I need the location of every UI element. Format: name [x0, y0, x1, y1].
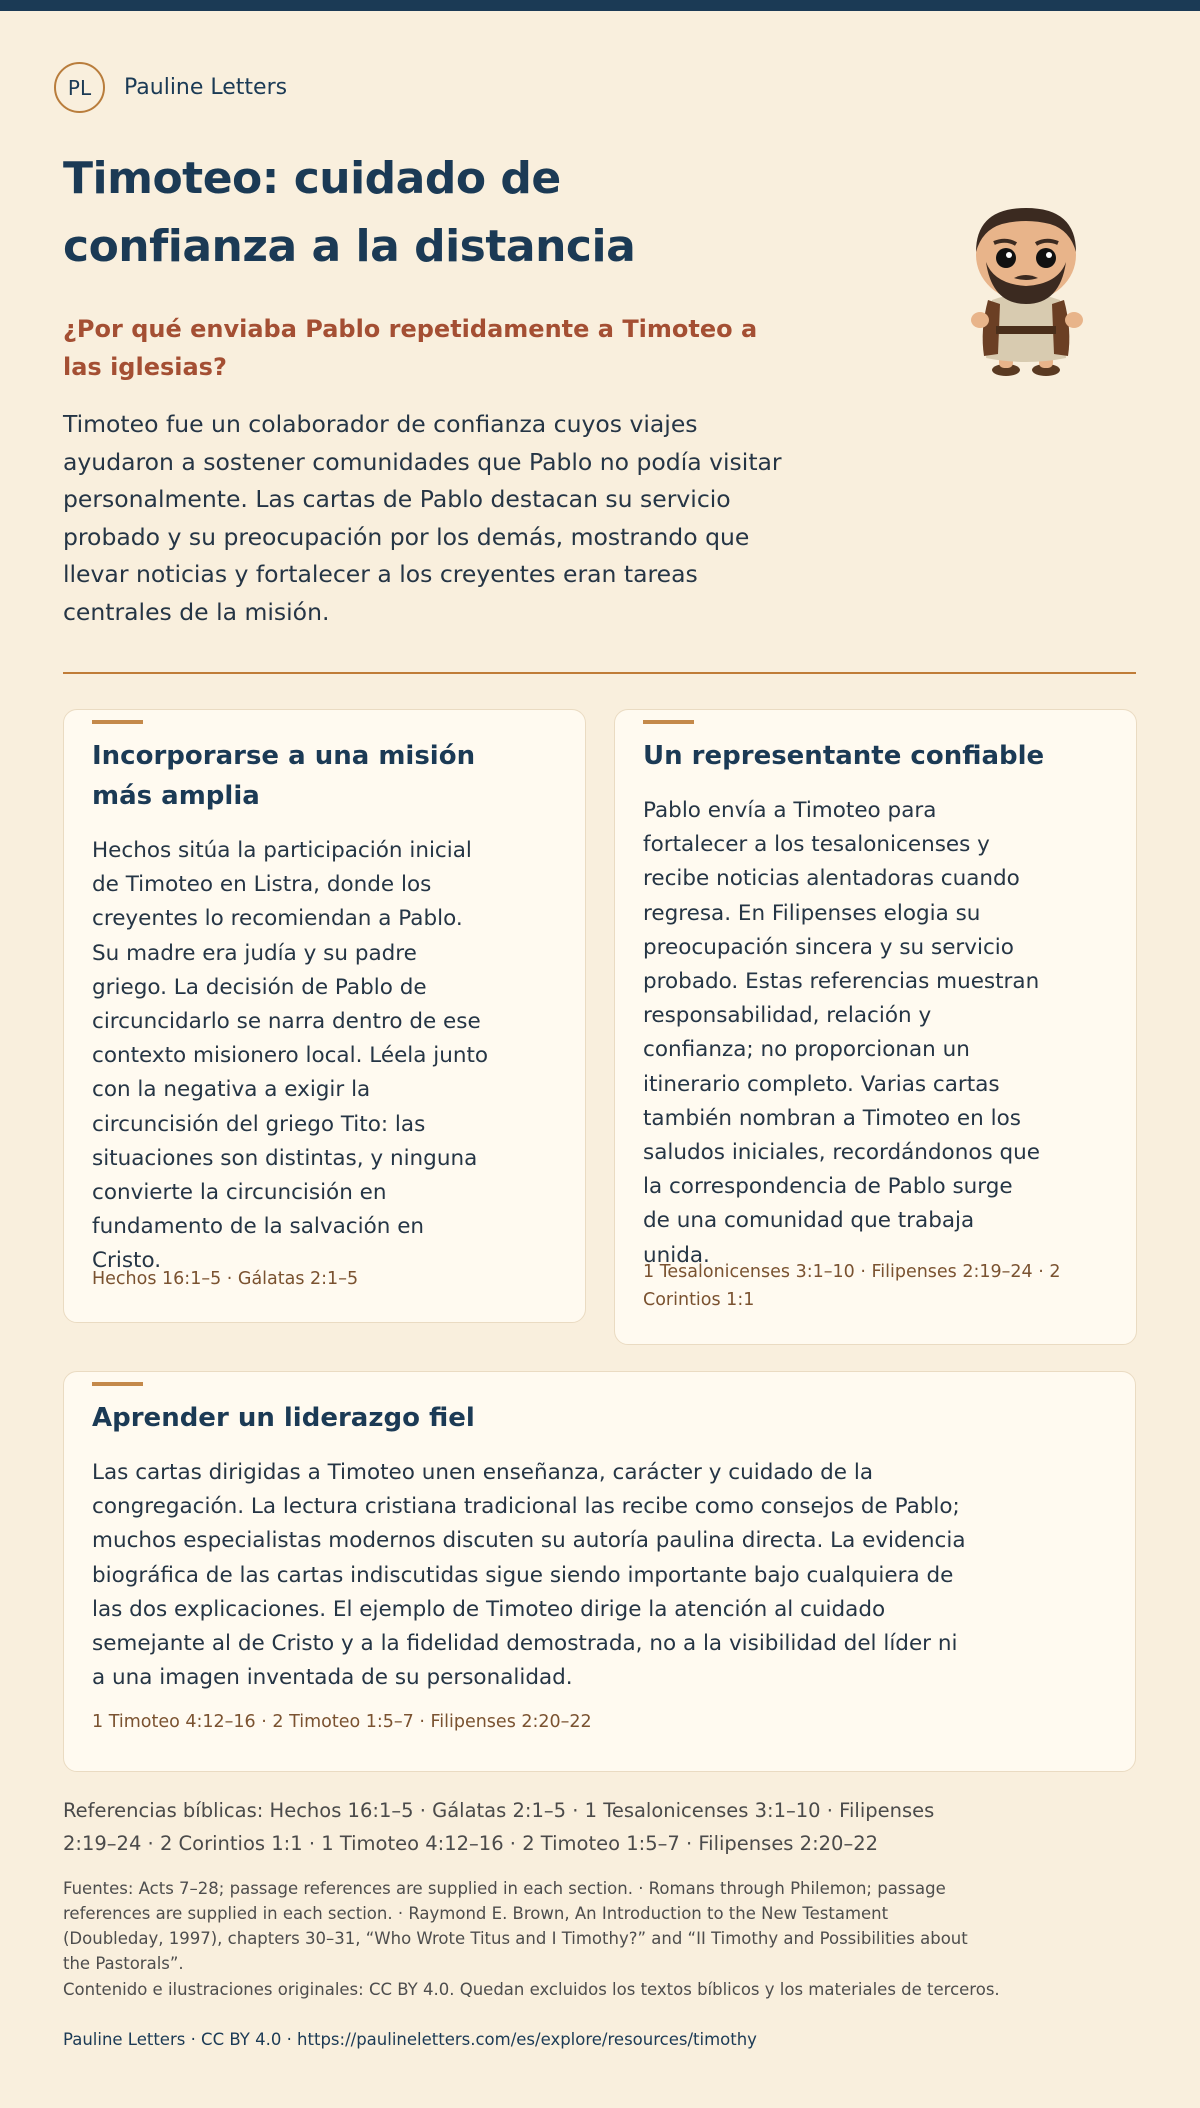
sources: Fuentes: Acts 7–28; passage references are supplied in each section. · Romans through Philemon; passage references are supplied in each section. · Raymond E. Brown, An Introduction to the New Testament (Doubleday, 1997), chapters 30–31, “Who Wrote Titus and I Timothy?” and “II Timothy and Possibilities about the Pastorals”. — [63, 1879, 968, 1973]
card-representative — [614, 709, 1137, 1345]
card-body: Las cartas dirigidas a Timoteo unen enseñanza, carácter y cuidado de la congregación. La lectura cristiana tradicional las recibe como consejos de Pablo; muchos especialistas modernos discuten su autoría paulina directa. La evidencia biográfica de las cartas indiscutidas sigue siendo importante bajo cualquiera de las dos explicaciones. El ejemplo de Timoteo dirige la atención al cuidado semejante al de Cristo y a la fidelidad demostrada, no a la visibilidad del líder ni a una imagen inventada de su personalidad. — [92, 1460, 966, 1691]
section-divider — [63, 672, 1136, 674]
brand-name[interactable]: Pauline Letters — [124, 75, 288, 100]
license-note: Contenido e ilustraciones originales: CC BY 4.0. Quedan excluidos los textos bíblicos y los materiales de terceros. — [63, 1980, 1000, 1999]
brand-logo: PL — [54, 62, 105, 113]
card-leadership — [63, 1371, 1136, 1772]
card-references[interactable]: 1 Tesalonicenses 3:1–10 · Filipenses 2:19–24 · 2 Corintios 1:1 — [643, 1262, 1061, 1310]
page-subtitle: ¿Por qué enviaba Pablo repetidamente a Timoteo a las iglesias? — [63, 315, 758, 381]
bible-references: Referencias bíblicas: Hechos 16:1–5 · Gálatas 2:1–5 · 1 Tesalonicenses 3:1–10 · Filipenses 2:19–24 · 2 Corintios 1:1 · 1 Timoteo 4:12–16 · 2 Timoteo 1:5–7 · Filipenses 2:20–22 — [63, 1799, 935, 1855]
card-title: Incorporarse a una misión más amplia — [92, 741, 476, 811]
paul-figurine-illustration — [962, 200, 1092, 380]
brand[interactable] — [54, 62, 287, 113]
card-accent — [92, 720, 143, 724]
card-title: Un representante confiable — [643, 741, 1045, 771]
footer[interactable]: Pauline Letters · CC BY 4.0 · https://paulineletters.com/es/explore/resources/timothy — [63, 2030, 757, 2049]
card-accent — [92, 1382, 143, 1386]
card-title: Aprender un liderazgo fiel — [92, 1403, 475, 1433]
card-body: Hechos sitúa la participación inicial de Timoteo en Listra, donde los creyentes lo recomiendan a Pablo. Su madre era judía y su padre griego. La decisión de Pablo de circuncidarlo se narra dentro de ese contexto misionero local. Léela junto con la negativa a exigir la circuncisión del griego Tito: las situaciones son distintas, y ninguna convierte la circuncisión en fundamento de la salvación en Cristo. — [92, 838, 489, 1274]
card-accent — [643, 720, 694, 724]
card-references[interactable]: 1 Timoteo 4:12–16 · 2 Timoteo 1:5–7 · Filipenses 2:20–22 — [92, 1712, 592, 1732]
page-title: Timoteo: cuidado de confianza a la distancia — [63, 153, 636, 272]
card-mission — [63, 709, 586, 1323]
card-references[interactable]: Hechos 16:1–5 · Gálatas 2:1–5 — [92, 1269, 359, 1289]
card-body: Pablo envía a Timoteo para fortalecer a los tesalonicenses y recibe noticias alentadoras cuando regresa. En Filipenses elogia su preocupación sincera y su servicio probado. Estas referencias muestran responsabilidad, relación y confianza; no proporcionan un itinerario completo. Varias cartas también nombran a Timoteo en los saludos iniciales, recordándonos que la correspondencia de Pablo surge de una comunidad que trabaja unida. — [643, 798, 1041, 1268]
intro-paragraph: Timoteo fue un colaborador de confianza cuyos viajes ayudaron a sostener comunidades que Pablo no podía visitar personalmente. Las cartas de Pablo destacan su servicio probado y su preocupación por los demás, mostrando que llevar noticias y fortalecer a los creyentes eran tareas centrales de la misión. — [63, 410, 782, 626]
top-bar — [0, 0, 1200, 11]
